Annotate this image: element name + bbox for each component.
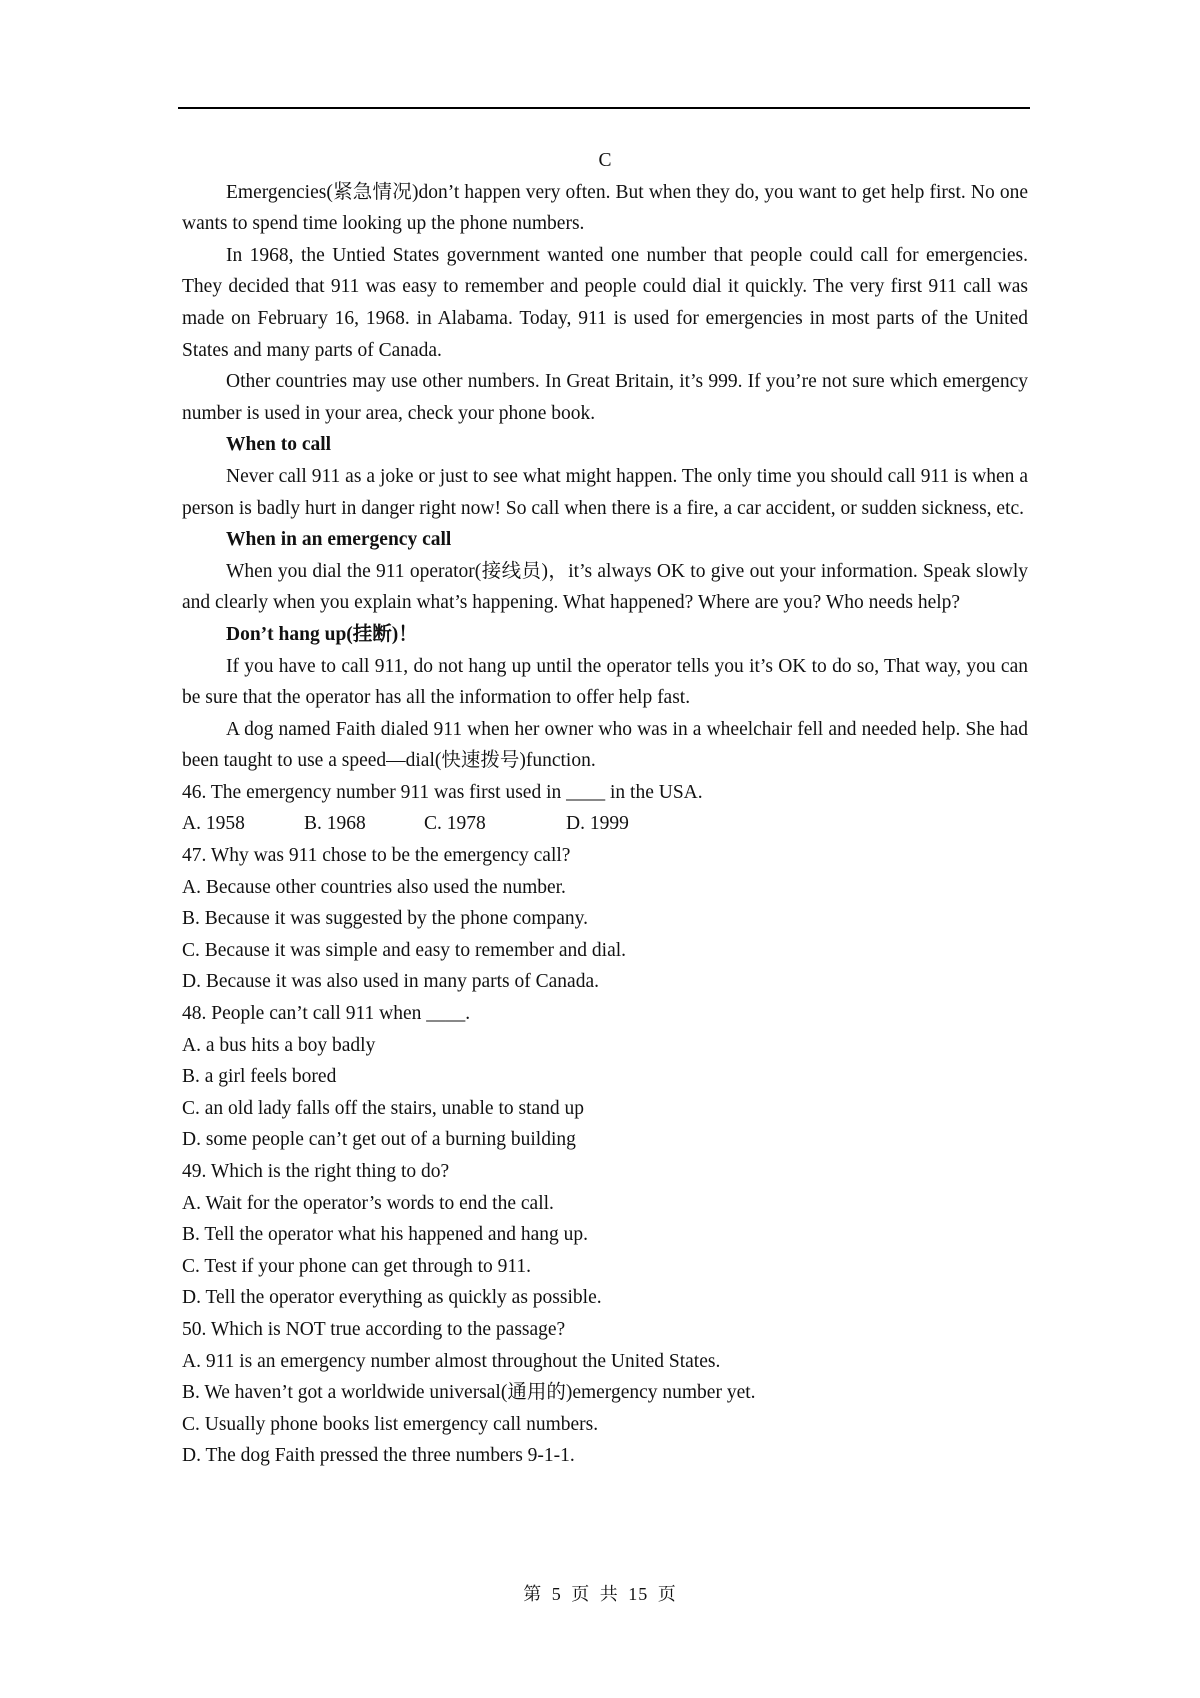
option: B. Because it was suggested by the phone company. [182, 908, 588, 930]
option: B. Tell the operator what his happened and hang up. [182, 1224, 589, 1246]
option: C. Because it was simple and easy to remember and dial. [182, 939, 627, 961]
question-stem: 47. Why was 911 chose to be the emergency call? [182, 845, 571, 867]
paragraph: In 1968, the Untied States government wanted one number that people could call for emergencies. They decided that 911 was easy to remember and people could dial it quickly. The very first 911 call was made on February 16, 1968. in Alabama. Today, 911 is used for emergencies in most parts of the United States and many parts of Canada. [182, 244, 1028, 361]
option-row [182, 808, 1028, 840]
document-body [182, 145, 1028, 1472]
option: A. 1958 [182, 813, 245, 835]
option: A. Wait for the operator’s words to end the call. [182, 1192, 554, 1214]
option: A. Because other countries also used the number. [182, 876, 566, 898]
option: D. Tell the operator everything as quickly as possible. [182, 1287, 602, 1309]
option: D. 1999 [566, 813, 629, 835]
page-number-footer: 第 5 页 共 15 页 [523, 1584, 677, 1604]
option: C. Usually phone books list emergency call numbers. [182, 1413, 599, 1435]
option: D. some people can’t get out of a burning building [182, 1129, 576, 1151]
paragraph: A dog named Faith dialed 911 when her owner who was in a wheelchair fell and needed help. She had been taught to use a speed—dial(快速拨号)function. [182, 718, 1028, 772]
option: D. Because it was also used in many parts of Canada. [182, 971, 599, 993]
option: D. The dog Faith pressed the three numbers 9-1-1. [182, 1445, 575, 1467]
header-rule [178, 107, 1030, 109]
paragraph: Other countries may use other numbers. In Great Britain, it’s 999. If you’re not sure which emergency number is used in your area, check your phone book. [182, 371, 1028, 424]
section-letter: C [598, 150, 612, 171]
section-heading: When in an emergency call [226, 529, 452, 551]
option: C. 1978 [424, 813, 486, 835]
paragraph: If you have to call 911, do not hang up until the operator tells you it’s OK to do so, That way, you can be sure that the operator has all the information to offer help fast. [182, 655, 1028, 709]
option: B. 1968 [304, 813, 366, 835]
paragraph: When you dial the 911 operator(接线员)，it’s always OK to give out your information. Speak slowly and clearly when you explain what’s happening. What happened? Where are you? Who needs help? [182, 560, 1028, 614]
option: B. We haven’t got a worldwide universal(通用的)emergency number yet. [182, 1382, 756, 1404]
paragraph: Never call 911 as a joke or just to see what might happen. The only time you should call 911 is when a person is badly hurt in danger right now! So call when there is a fire, a car accident, or sudden sickness, etc. [182, 465, 1028, 519]
question-stem: 49. Which is the right thing to do? [182, 1161, 450, 1182]
section-heading: Don’t hang up(挂断)！ [226, 623, 418, 645]
question-stem: 46. The emergency number 911 was first used in ____ in the USA. [182, 781, 703, 803]
option: A. a bus hits a boy badly [182, 1034, 376, 1056]
paragraph: Emergencies(紧急情况)don’t happen very often. But when they do, you want to get help first. No one wants to spend time looking up the phone numbers. [182, 181, 1028, 235]
question-stem: 48. People can’t call 911 when ____. [182, 1003, 471, 1025]
option: C. Test if your phone can get through to 911. [182, 1255, 532, 1277]
option: A. 911 is an emergency number almost throughout the United States. [182, 1350, 721, 1372]
question-stem: 50. Which is NOT true according to the passage? [182, 1318, 566, 1340]
option: B. a girl feels bored [182, 1066, 337, 1088]
option: C. an old lady falls off the stairs, unable to stand up [182, 1097, 585, 1119]
section-heading: When to call [226, 434, 332, 456]
